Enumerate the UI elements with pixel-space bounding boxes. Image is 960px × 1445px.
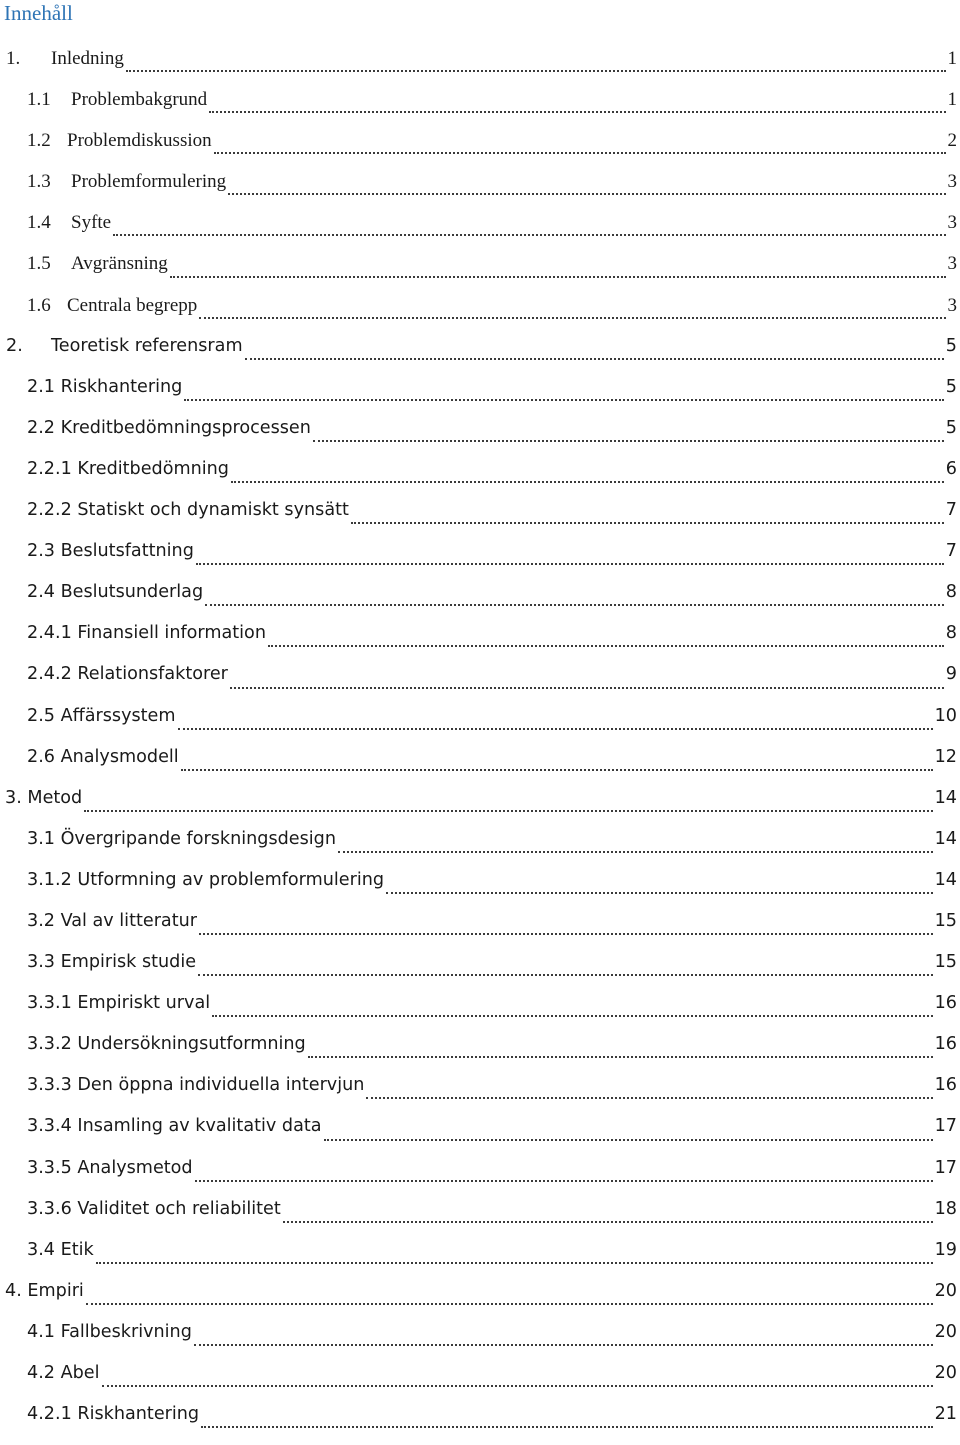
toc-list [0,48,960,1445]
toc-page-number: 19 [935,1240,960,1260]
toc-page-number: 8 [946,582,960,602]
toc-entry[interactable] [0,212,960,253]
toc-dot-leader [84,809,932,812]
toc-entry-title: Centrala begrepp [67,295,197,317]
toc-entry-number: 1. [6,48,51,70]
toc-entry[interactable] [0,870,960,911]
toc-entry-number: 1.4 [27,212,71,234]
toc-dot-leader [198,973,933,976]
toc-dot-leader [214,151,946,154]
toc-dot-leader [102,1384,933,1387]
toc-entry-title: Finansiell information [77,623,266,643]
toc-page-number: 21 [935,1404,960,1424]
toc-entry-title: Analysmodell [61,747,179,767]
toc-entry-title: Validitet och reliabilitet [77,1199,280,1219]
toc-page-number: 20 [935,1281,960,1301]
toc-dot-leader [195,1179,933,1182]
toc-page-number: 9 [946,664,960,684]
toc-entry-title: Abel [61,1363,100,1383]
toc-entry-title: Avgränsning [71,253,168,275]
toc-entry-number: 3.4 [27,1240,55,1260]
toc-page-number: 3 [948,295,960,317]
toc-dot-leader [386,891,933,894]
toc-dot-leader [194,1343,933,1346]
toc-dot-leader [324,1138,933,1141]
toc-entry-number: 2.5 [27,706,55,726]
toc-page-number: 7 [946,500,960,520]
toc-entry-title: Kreditbedömning [77,459,229,479]
toc-entry[interactable] [0,418,960,459]
toc-entry[interactable] [0,993,960,1034]
toc-entry-title: Problembakgrund [71,89,207,111]
toc-dot-leader [283,1220,933,1223]
toc-entry[interactable] [0,1363,960,1404]
toc-dot-leader [178,727,933,730]
toc-page-number: 7 [946,541,960,561]
toc-entry-number: 3.1.2 [27,870,72,890]
toc-dot-leader [86,1302,933,1305]
toc-dot-leader [196,562,944,565]
toc-entry[interactable] [0,664,960,705]
toc-entry[interactable] [0,459,960,500]
toc-dot-leader [212,1014,932,1017]
toc-entry[interactable] [0,253,960,294]
toc-page-number: 18 [935,1199,960,1219]
toc-entry-title: Undersökningsutformning [77,1034,305,1054]
toc-entry[interactable] [0,911,960,952]
toc-entry-title: Problemformulering [71,171,226,193]
toc-entry[interactable] [0,582,960,623]
toc-entry[interactable] [0,89,960,130]
toc-entry-title: Empirisk studie [61,952,196,972]
toc-entry-title: Fallbeskrivning [61,1322,192,1342]
toc-entry-number: 4.1 [27,1322,55,1342]
toc-dot-leader [199,932,933,935]
toc-entry-number: 3.3.5 [27,1158,72,1178]
toc-dot-leader [231,480,944,483]
toc-entry-title: Beslutsfattning [61,541,194,561]
toc-entry[interactable] [0,829,960,870]
toc-entry-title: Statiskt och dynamiskt synsätt [77,500,349,520]
toc-page-number: 5 [946,377,960,397]
toc-page-number: 16 [935,993,960,1013]
toc-page-number: 16 [935,1034,960,1054]
toc-dot-leader [181,768,933,771]
toc-entry-number: 3.3.6 [27,1199,72,1219]
toc-entry[interactable] [0,747,960,788]
toc-entry-number: 2.2 [27,418,55,438]
toc-dot-leader [126,69,946,72]
toc-dot-leader [245,357,944,360]
toc-entry-title: Beslutsunderlag [61,582,204,602]
toc-entry[interactable] [0,295,960,336]
toc-entry-number: 3.3.1 [27,993,72,1013]
toc-entry-title: Inledning [51,48,124,70]
toc-entry[interactable] [0,130,960,171]
toc-entry-title: Den öppna individuella intervjun [77,1075,364,1095]
toc-entry-title: Analysmetod [77,1158,192,1178]
toc-dot-leader [366,1096,932,1099]
toc-entry-title: Empiri [27,1281,83,1301]
toc-dot-leader [199,316,945,319]
toc-entry-number: 3.3 [27,952,55,972]
toc-entry[interactable] [0,788,960,829]
toc-dot-leader [338,850,933,853]
toc-dot-leader [228,192,945,195]
toc-page-number: 3 [948,253,960,275]
toc-entry-number: 3.3.4 [27,1116,72,1136]
toc-entry-title: Syfte [71,212,111,234]
toc-dot-leader [351,521,944,524]
toc-entry[interactable] [0,1322,960,1363]
toc-page-number: 5 [946,336,960,356]
toc-entry[interactable] [0,1034,960,1075]
toc-page-number: 14 [935,829,960,849]
toc-page-number: 17 [935,1158,960,1178]
toc-entry[interactable] [0,1240,960,1281]
toc-dot-leader [209,110,945,113]
toc-entry-number: 2.3 [27,541,55,561]
toc-entry[interactable] [0,336,960,377]
toc-dot-leader [205,603,944,606]
toc-entry-number: 1.5 [27,253,71,275]
toc-dot-leader [308,1055,933,1058]
toc-entry-number: 2.2.2 [27,500,72,520]
toc-entry-number: 3. [5,788,22,808]
toc-entry-number: 3.3.3 [27,1075,72,1095]
toc-dot-leader [113,233,945,236]
toc-entry-title: Teoretisk referensram [51,336,243,356]
toc-entry-title: Empiriskt urval [77,993,210,1013]
toc-entry[interactable] [0,952,960,993]
toc-entry-title: Affärssystem [61,706,176,726]
toc-entry-title: Kreditbedömningsprocessen [61,418,311,438]
toc-entry-number: 1.1 [27,89,71,111]
toc-entry-number: 2.2.1 [27,459,72,479]
toc-entry-title: Utformning av problemformulering [77,870,384,890]
toc-page-number: 8 [946,623,960,643]
toc-entry[interactable] [0,623,960,664]
toc-entry[interactable] [0,171,960,212]
toc-page-number: 15 [935,911,960,931]
toc-entry-title: Riskhantering [61,377,183,397]
toc-entry-number: 2.1 [27,377,55,397]
toc-entry-title: Riskhantering [77,1404,199,1424]
toc-entry[interactable] [0,1404,960,1445]
toc-entry-number: 1.6 [27,295,67,317]
toc-entry[interactable] [0,1158,960,1199]
toc-page-number: 17 [935,1116,960,1136]
toc-dot-leader [268,644,944,647]
toc-title: Innehåll [4,0,73,26]
toc-entry-number: 2.4.1 [27,623,72,643]
toc-entry-title: Insamling av kvalitativ data [77,1116,321,1136]
toc-page-number: 6 [946,459,960,479]
toc-page-number: 5 [946,418,960,438]
toc-dot-leader [184,398,944,401]
toc-entry[interactable] [0,1281,960,1322]
toc-dot-leader [170,275,946,278]
toc-entry-number: 2.4 [27,582,55,602]
toc-page-number: 10 [935,706,960,726]
toc-entry-number: 4. [5,1281,22,1301]
toc-entry-number: 4.2 [27,1363,55,1383]
toc-dot-leader [313,439,944,442]
toc-entry-number: 2.6 [27,747,55,767]
toc-entry-number: 1.2 [27,130,67,152]
toc-dot-leader [201,1425,933,1428]
toc-page-number: 15 [935,952,960,972]
toc-entry[interactable] [0,48,960,89]
toc-entry-title: Relationsfaktorer [77,664,228,684]
toc-entry-title: Övergripande forskningsdesign [61,829,336,849]
toc-entry-number: 3.1 [27,829,55,849]
toc-entry[interactable] [0,706,960,747]
toc-page-number: 3 [948,171,960,193]
toc-page-number: 1 [948,89,960,111]
toc-dot-leader [96,1261,933,1264]
toc-page-number: 14 [935,788,960,808]
toc-page-number: 2 [948,130,960,152]
toc-page-number: 20 [935,1322,960,1342]
toc-entry-number: 3.2 [27,911,55,931]
toc-entry-title: Metod [27,788,82,808]
toc-entry[interactable] [0,377,960,418]
toc-page-number: 20 [935,1363,960,1383]
toc-entry-number: 2.4.2 [27,664,72,684]
toc-entry[interactable] [0,1116,960,1157]
toc-entry-title: Problemdiskussion [67,130,212,152]
toc-entry-title: Val av litteratur [61,911,197,931]
toc-page-number: 16 [935,1075,960,1095]
toc-entry-number: 3.3.2 [27,1034,72,1054]
toc-page-number: 3 [948,212,960,234]
toc-dot-leader [230,686,944,689]
toc-entry-number: 4.2.1 [27,1404,72,1424]
toc-entry-number: 2. [6,336,51,356]
toc-entry-number: 1.3 [27,171,71,193]
toc-entry[interactable] [0,1075,960,1116]
toc-entry[interactable] [0,541,960,582]
toc-page-number: 1 [948,48,960,70]
toc-entry[interactable] [0,1199,960,1240]
toc-page-number: 14 [935,870,960,890]
toc-entry[interactable] [0,500,960,541]
toc-page-number: 12 [935,747,960,767]
toc-entry-title: Etik [61,1240,94,1260]
